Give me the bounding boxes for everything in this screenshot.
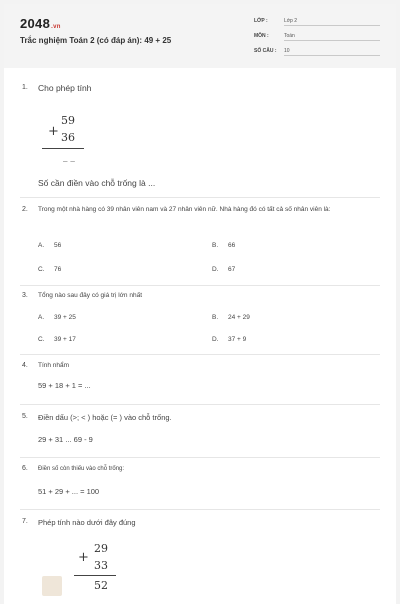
addend-1: 59	[61, 114, 75, 127]
option-text: 56	[54, 242, 62, 249]
result: 52	[94, 579, 108, 592]
question-number: 5.	[22, 413, 28, 420]
blank-result: _ _	[63, 152, 75, 162]
logo-text: 2048	[20, 16, 51, 31]
question-number: 4.	[22, 362, 28, 369]
divider	[20, 509, 380, 510]
question-4	[22, 362, 382, 402]
divider	[20, 457, 380, 458]
question-text: Tổng nào sau đây có giá trị lớn nhất	[38, 292, 142, 299]
divider	[20, 404, 380, 405]
option-b[interactable]	[212, 314, 250, 321]
worksheet	[4, 4, 396, 604]
option-text: 24 + 29	[228, 314, 250, 321]
question-5	[22, 413, 382, 453]
question-3	[22, 292, 382, 352]
option-key: C.	[38, 266, 45, 273]
sum-line	[42, 148, 84, 149]
question-text: Tính nhẩm	[38, 362, 70, 369]
option-text: 66	[228, 242, 236, 249]
option-a[interactable]	[38, 314, 76, 321]
logo-suffix: .vn	[51, 24, 61, 30]
answer-choice-image[interactable]	[42, 576, 62, 596]
question-prompt: Số cần điền vào chỗ trống là ...	[38, 178, 156, 188]
question-text: Điền số còn thiếu vào chỗ trống:	[38, 466, 125, 472]
option-text: 67	[228, 266, 236, 273]
divider	[20, 354, 380, 355]
option-text: 37 + 9	[228, 336, 247, 343]
divider	[20, 197, 380, 198]
meta-value: Toán	[284, 33, 380, 41]
option-b[interactable]	[212, 242, 235, 249]
addend-1: 29	[94, 542, 108, 555]
question-text: Điền dấu (>; < ) hoặc (= ) vào chỗ trống.	[38, 413, 172, 422]
meta-label: SỐ CÂU :	[254, 48, 277, 54]
option-key: D.	[212, 266, 219, 273]
option-text: 39 + 25	[54, 314, 76, 321]
meta-value: Lớp 2	[284, 18, 380, 26]
meta-value: 10	[284, 48, 380, 56]
option-c[interactable]	[38, 336, 76, 343]
question-text: Phép tính nào dưới đây đúng	[38, 518, 136, 527]
option-key: B.	[212, 242, 219, 249]
question-1	[22, 84, 382, 194]
question-text: Trong một nhà hàng có 39 nhân viên nam và 27 nhân viên nữ. Nhà hàng đó có tất cả số nhân viên là:	[38, 206, 331, 213]
option-d[interactable]	[212, 336, 246, 343]
expression: 51 + 29 + ... = 100	[38, 487, 100, 496]
meta-label: LỚP :	[254, 18, 268, 24]
divider	[20, 285, 380, 286]
plus-sign: +	[48, 124, 59, 139]
option-key: B.	[212, 314, 219, 321]
addend-2: 33	[94, 559, 108, 572]
option-text: 39 + 17	[54, 336, 76, 343]
sum-line	[74, 575, 116, 576]
plus-sign: +	[78, 550, 89, 565]
question-number: 7.	[22, 518, 28, 525]
question-2	[22, 206, 382, 282]
question-number: 1.	[22, 84, 28, 91]
question-text: Cho phép tính	[38, 83, 92, 93]
question-6	[22, 465, 382, 505]
logo[interactable]	[20, 16, 61, 31]
option-a[interactable]	[38, 242, 61, 249]
question-number: 2.	[22, 206, 28, 213]
option-text: 76	[54, 266, 62, 273]
question-number: 3.	[22, 292, 28, 299]
option-key: D.	[212, 336, 219, 343]
option-c[interactable]	[38, 266, 61, 273]
option-d[interactable]	[212, 266, 235, 273]
addend-2: 36	[61, 131, 75, 144]
question-number: 6.	[22, 465, 28, 472]
meta-label: MÔN :	[254, 33, 269, 39]
question-7	[22, 518, 382, 600]
expression: 29 + 31 ... 69 - 9	[38, 435, 93, 444]
document-title: Trắc nghiệm Toán 2 (có đáp án): 49 + 25	[20, 36, 172, 45]
option-key: A.	[38, 314, 45, 321]
option-key: A.	[38, 242, 45, 249]
header	[4, 4, 396, 68]
expression: 59 + 18 + 1 = ...	[38, 381, 91, 390]
option-key: C.	[38, 336, 45, 343]
